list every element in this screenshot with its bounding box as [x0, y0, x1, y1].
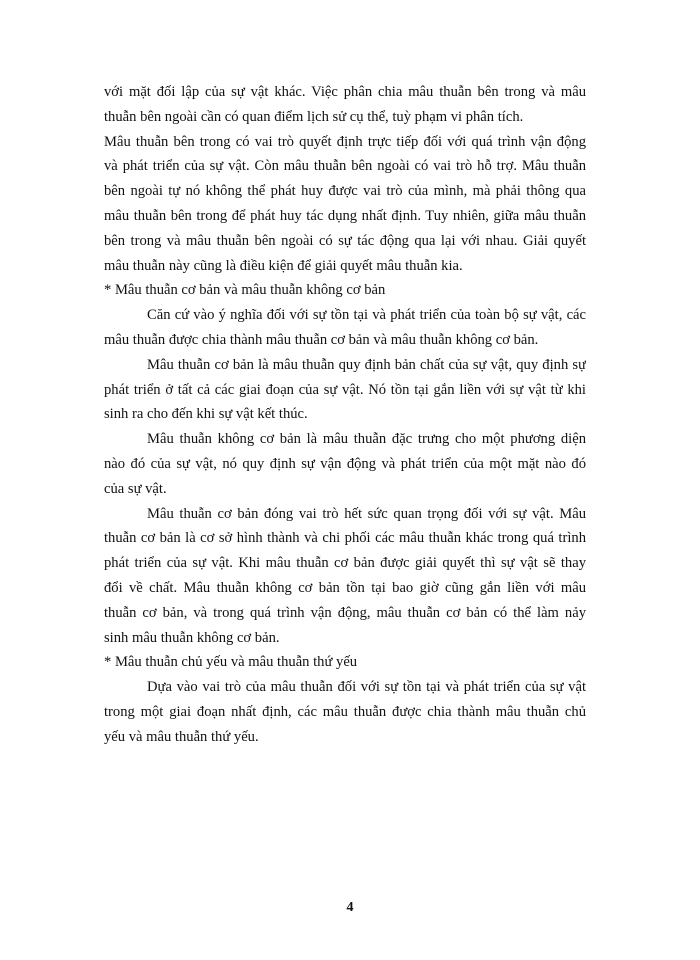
text-line-26: trong một giai đoạn nhất định, các mâu thuẫn được chia thành mâu thuẫn chủ: [104, 703, 586, 720]
text-line-10: Căn cứ vào ý nghĩa đối với sự tồn tại và phát triển của toàn bộ sự vật, các: [147, 307, 586, 324]
text-line-25: Dựa vào vai trò của mâu thuẫn đối với sự tồn tại và phát triển của sự vật: [147, 679, 586, 696]
text-line-13: phát triển ở tất cả các giai đoạn của sự vật. Nó tồn tại gắn liền với sự vật từ khi: [104, 381, 586, 398]
text-line-22: thuẫn cơ bản, và trong quá trình vận động, mâu thuẫn cơ bản có thể làm nảy: [104, 604, 586, 621]
text-line-23: sinh mâu thuẫn không cơ bản.: [104, 629, 280, 646]
text-line-3: Mâu thuẫn bên trong có vai trò quyết định trực tiếp đối với quá trình vận động: [104, 133, 586, 150]
text-line-19: thuẫn cơ bản là cơ sở hình thành và chi phối các mâu thuẫn khác trong quá trình: [104, 530, 586, 547]
text-line-5: bên ngoài tự nó không thể phát huy được vai trò của mình, mà phải thông qua: [104, 183, 586, 200]
page-number: 4: [346, 900, 354, 915]
text-line-21: đổi về chất. Mâu thuẫn không cơ bản tồn tại bao giờ cũng gắn liền với mâu: [104, 579, 586, 596]
text-line-12: Mâu thuẫn cơ bản là mâu thuẫn quy định bản chất của sự vật, quy định sự: [147, 356, 586, 373]
text-line-2: thuẫn bên ngoài cần có quan điểm lịch sử cụ thể, tuỳ phạm vi phân tích.: [104, 108, 524, 125]
text-line-14: sinh ra cho đến khi sự vật kết thúc.: [104, 406, 308, 423]
text-line-27: yếu và mâu thuẫn thứ yếu.: [104, 728, 259, 745]
text-line-20: phát triển của sự vật. Khi mâu thuẫn cơ bản được giải quyết thì sự vật sẽ thay: [104, 555, 586, 572]
text-line-15: Mâu thuẫn không cơ bản là mâu thuẫn đặc trưng cho một phương diện: [147, 431, 586, 448]
page-body: [104, 80, 586, 750]
text-line-1: với mặt đối lập của sự vật khác. Việc phân chia mâu thuẫn bên trong và mâu: [104, 84, 586, 100]
text-line-7: bên trong và mâu thuẫn bên ngoài có sự tác động qua lại với nhau. Giải quyết: [104, 232, 586, 249]
text-line-4: và phát triển của sự vật. Còn mâu thuẫn bên ngoài có vai trò hỗ trợ. Mâu thuẫn: [104, 158, 586, 175]
text-line-18: Mâu thuẫn cơ bản đóng vai trò hết sức quan trọng đối với sự vật. Mâu: [147, 505, 586, 522]
section-heading-main-contradiction: * Mâu thuẫn chủ yếu và mâu thuẫn thứ yếu: [104, 654, 358, 671]
text-line-11: mâu thuẫn được chia thành mâu thuẫn cơ bản và mâu thuẫn không cơ bản.: [104, 331, 539, 348]
section-heading-basic-contradiction: * Mâu thuẫn cơ bản và mâu thuẫn không cơ bản: [104, 282, 386, 299]
text-line-8: mâu thuẫn này cũng là điều kiện để giải quyết mâu thuẫn kia.: [104, 257, 463, 274]
text-line-17: của sự vật.: [104, 480, 167, 497]
text-line-16: nào đó của sự vật, nó quy định sự vận động và phát triển của một mặt nào đó: [104, 455, 586, 472]
text-line-6: mâu thuẫn bên trong để phát huy tác dụng nhất định. Tuy nhiên, giữa mâu thuẫn: [104, 207, 586, 224]
